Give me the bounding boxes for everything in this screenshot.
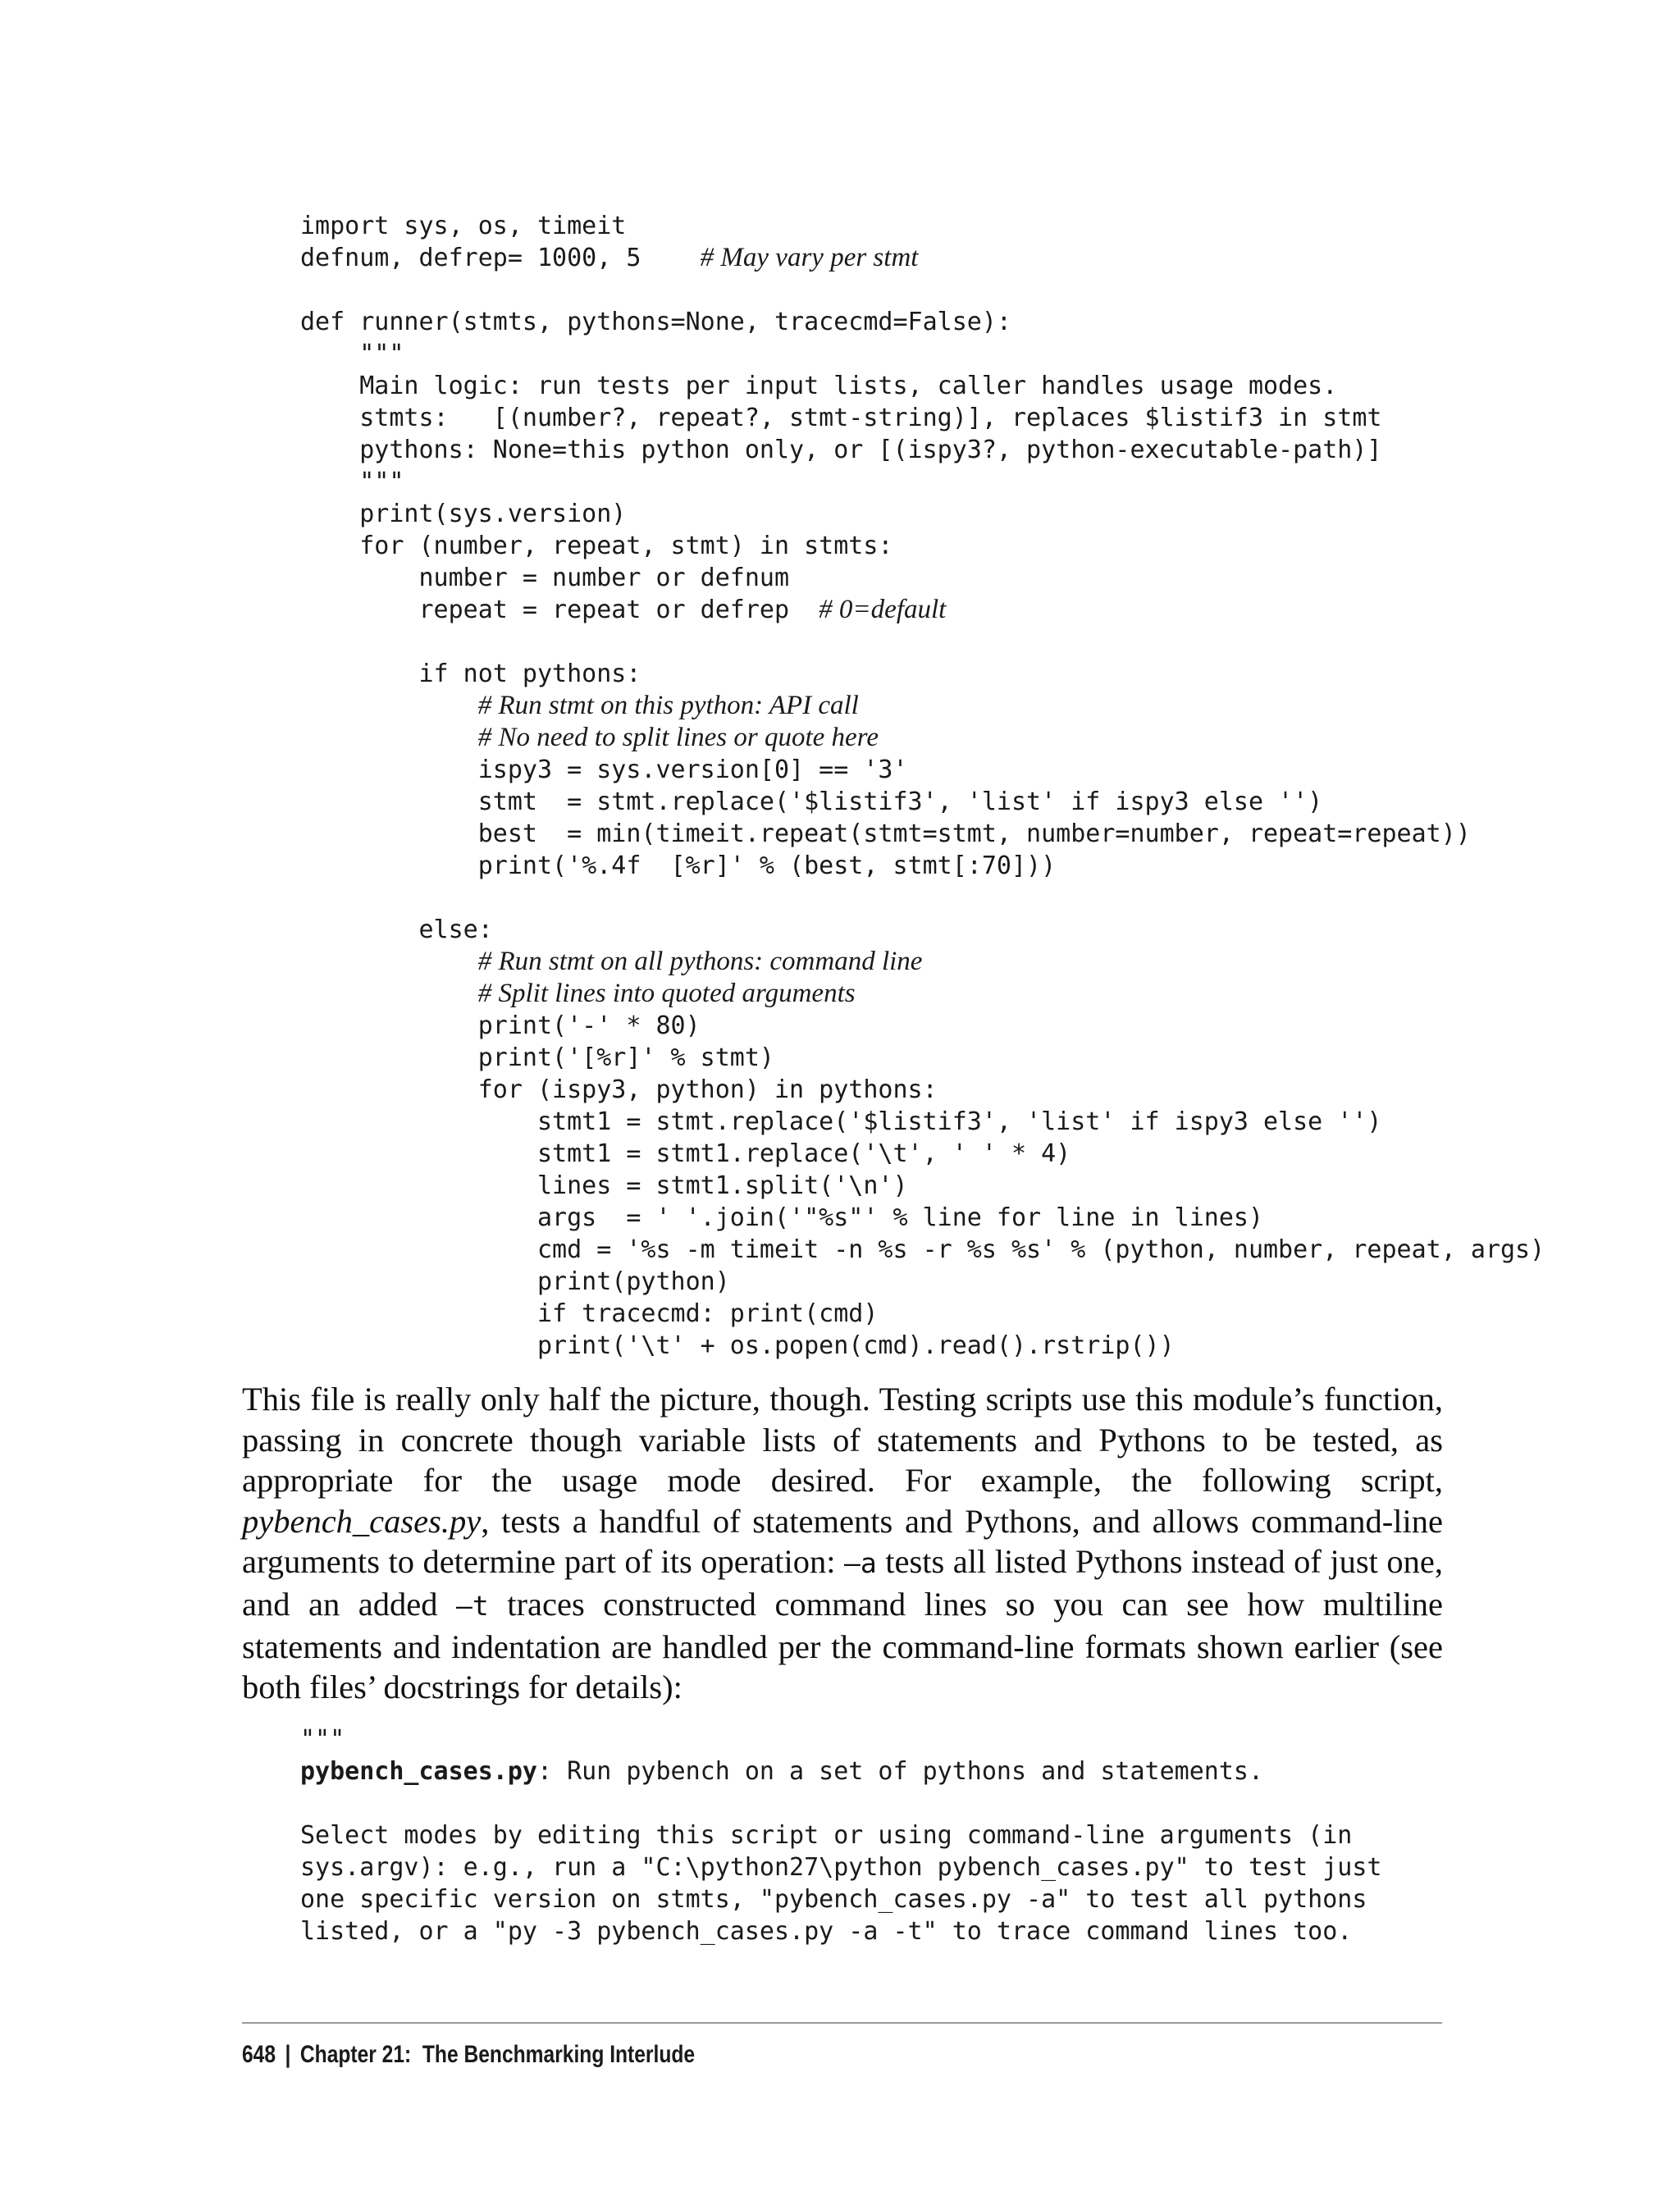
code-line: [300, 212, 626, 240]
code-text: pythons: None=this python only, or [(ispy3?, python-executable-path)]: [300, 436, 1382, 464]
code-text: Select modes by editing this script or using command-line arguments (in: [300, 1821, 1353, 1850]
code-line: [300, 851, 1056, 880]
code-text: stmts: [(number?, repeat?, stmt-string)], replaces $listif3 in stmt: [300, 404, 1382, 432]
code-line: [300, 1725, 345, 1754]
code-text: print('-' * 80): [300, 1011, 701, 1040]
code-line: [300, 788, 1322, 816]
code-text: [300, 724, 478, 752]
code-line: [300, 372, 1337, 400]
body-paragraph: [242, 1379, 1443, 1708]
code-text: def runner(stmts, pythons=None, tracecmd=False):: [300, 308, 1011, 336]
code-line: [300, 756, 908, 784]
code-line: [300, 244, 918, 272]
code-line: [300, 724, 879, 752]
page-number: 648: [242, 2041, 276, 2068]
code-text: print(python): [300, 1267, 730, 1296]
code-line: [300, 819, 1471, 848]
inline-code: –t: [456, 1589, 489, 1622]
code-text: stmt1 = stmt.replace('$listif3', 'list' if ispy3 else ''): [300, 1107, 1382, 1136]
code-line: [300, 1331, 1175, 1360]
code-text: args = ' '.join('"%s"' % line for line in lines): [300, 1203, 1263, 1232]
code-text: stmt = stmt.replace('$listif3', 'list' if ispy3 else ''): [300, 788, 1323, 816]
code-comment: # 0=default: [819, 595, 947, 624]
code-text: stmt1 = stmt1.replace('\t', ' ' * 4): [300, 1139, 1071, 1168]
code-line: [300, 1043, 774, 1072]
code-text: listed, or a "py -3 pybench_cases.py -a -t" to trace command lines too.: [300, 1917, 1353, 1946]
code-text: ispy3 = sys.version[0] == '3': [300, 756, 908, 784]
code-line: [300, 1853, 1382, 1882]
code-text: repeat = repeat or defrep: [300, 596, 819, 624]
code-comment: # No need to split lines or quote here: [477, 723, 879, 752]
footer-separator: |: [285, 2041, 291, 2068]
code-line: [300, 1139, 1071, 1168]
page-footer: [242, 2038, 695, 2071]
code-line: [300, 1203, 1263, 1232]
code-line: [300, 1299, 878, 1328]
chapter-title: Chapter 21: The Benchmarking Interlude: [299, 2041, 696, 2068]
code-line: [300, 947, 922, 976]
code-text: """: [300, 468, 404, 496]
code-line: [300, 1757, 1263, 1786]
text-run: tests all listed Pythons instead of just one, and an added: [242, 1543, 1443, 1623]
code-line: [300, 1075, 938, 1104]
code-text: lines = stmt1.split('\n'): [300, 1171, 908, 1200]
code-comment: # Run stmt on this python: API call: [477, 691, 859, 720]
code-text: sys.argv): e.g., run a "C:\python27\python pybench_cases.py" to test just: [300, 1853, 1382, 1882]
code-text: print(sys.version): [300, 500, 627, 528]
code-comment: # May vary per stmt: [700, 243, 919, 272]
code-comment: # Split lines into quoted arguments: [477, 979, 856, 1008]
code-text: print('[%r]' % stmt): [300, 1043, 774, 1072]
code-text: else:: [300, 915, 493, 944]
code-line: [300, 1917, 1352, 1946]
code-listing-pybench-cases: [300, 1723, 1382, 1947]
code-text: pybench_cases.py: [300, 1757, 537, 1786]
code-line: [300, 915, 493, 944]
code-line: [300, 660, 641, 688]
code-text: if tracecmd: print(cmd): [300, 1299, 879, 1328]
code-text: cmd = '%s -m timeit -n %s -r %s %s' % (python, number, repeat, args): [300, 1235, 1545, 1264]
code-line: [300, 404, 1382, 432]
code-text: print('%.4f [%r]' % (best, stmt[:70])): [300, 851, 1057, 880]
code-text: for (ispy3, python) in pythons:: [300, 1075, 938, 1104]
code-line: [300, 532, 892, 560]
text-run: This file is really only half the picture, though. Testing scripts use this module’s function, passing in concrete though variable lists of statements and Pythons to be tested, as appropriate for the usage mode desired. For example, the following script,: [242, 1381, 1443, 1500]
code-text: Main logic: run tests per input lists, caller handles usage modes.: [300, 372, 1338, 400]
text-run: , tests a handful of statements and Pythons, and allows command-line arguments to determine part of its operation:: [242, 1502, 1443, 1581]
code-text: : Run pybench on a set of pythons and statements.: [536, 1757, 1263, 1786]
code-text: import sys, os, timeit: [300, 212, 627, 240]
code-line: [300, 692, 859, 720]
code-line: [300, 308, 1011, 336]
filename-italic: pybench_cases.py: [242, 1502, 482, 1540]
code-text: one specific version on stmts, "pybench_cases.py -a" to test all pythons: [300, 1885, 1367, 1914]
inline-code: –a: [844, 1547, 877, 1580]
code-listing-runner: [300, 210, 1545, 1362]
code-line: [300, 1171, 908, 1200]
code-line: [300, 436, 1382, 464]
code-text: print('\t' + os.popen(cmd).read().rstrip()): [300, 1331, 1175, 1360]
code-line: [300, 1821, 1352, 1850]
code-line: [300, 1885, 1367, 1914]
code-line: [300, 500, 626, 528]
code-line: [300, 1107, 1382, 1136]
code-line: [300, 1235, 1545, 1264]
code-comment: # Run stmt on all pythons: command line: [477, 947, 923, 976]
code-text: [300, 979, 478, 1008]
code-text: """: [300, 340, 404, 368]
text-run: traces constructed command lines so you can see how multiline statements and indentation are handled per the command-line formats shown earlier (see both files’ docstrings for details):: [242, 1585, 1444, 1706]
code-line: [300, 468, 404, 496]
code-text: if not pythons:: [300, 660, 641, 688]
code-line: [300, 979, 856, 1008]
code-text: """: [300, 1725, 345, 1754]
code-text: for (number, repeat, stmt) in stmts:: [300, 532, 893, 560]
code-line: [300, 564, 789, 592]
code-text: best = min(timeit.repeat(stmt=stmt, number=number, repeat=repeat)): [300, 819, 1471, 848]
code-text: [300, 947, 478, 976]
code-text: number = number or defnum: [300, 564, 790, 592]
code-line: [300, 1011, 701, 1040]
code-line: [300, 596, 946, 624]
code-line: [300, 1267, 730, 1296]
code-text: [300, 692, 478, 720]
code-line: [300, 340, 404, 368]
code-text: defnum, defrep= 1000, 5: [300, 244, 701, 272]
footer-divider: [242, 2022, 1442, 2024]
